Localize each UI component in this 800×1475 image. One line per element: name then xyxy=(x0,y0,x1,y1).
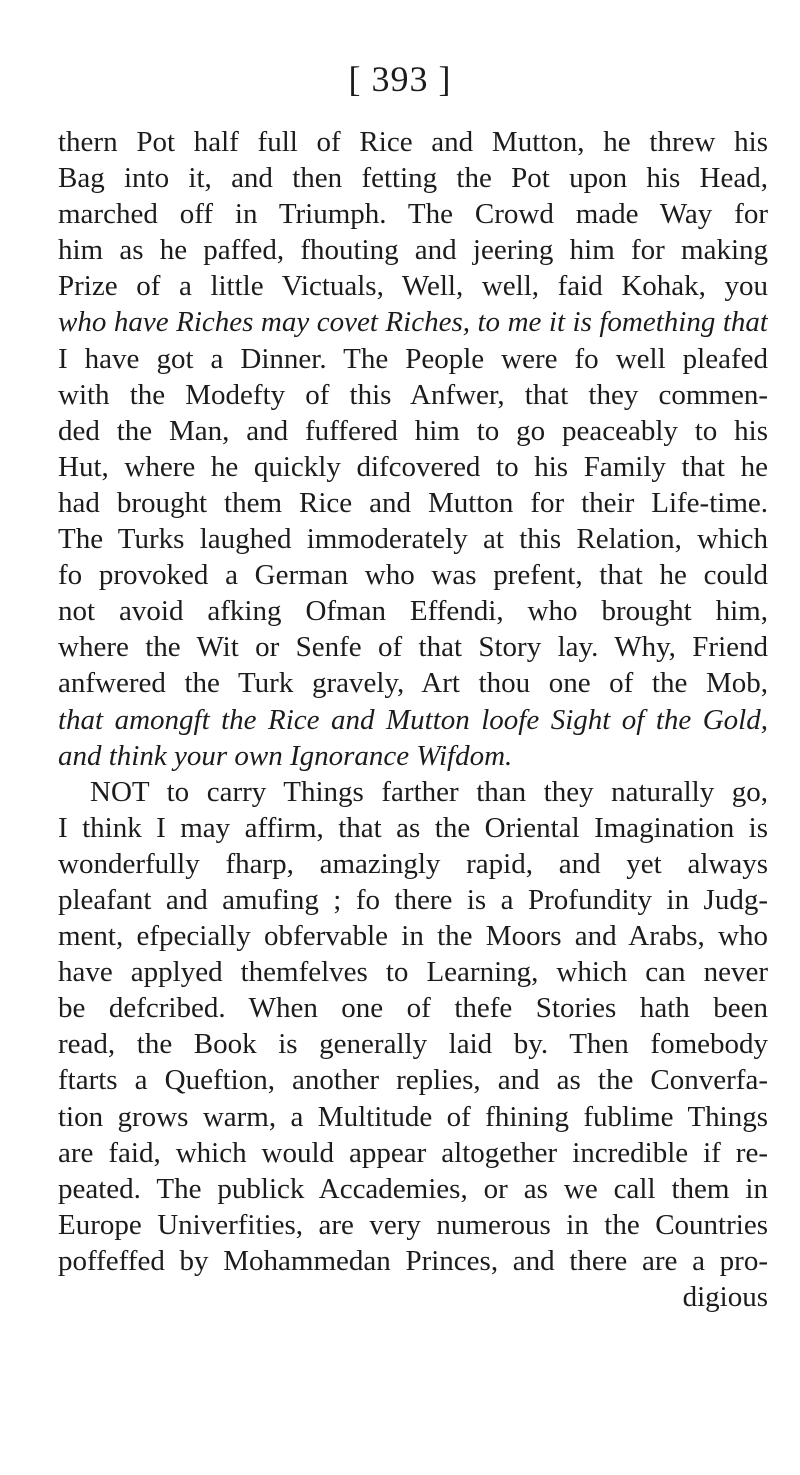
text-line: have applyed themfelves to Learning, which can never xyxy=(58,956,768,989)
page-number: [ 393 ] xyxy=(348,59,452,99)
text-line: ment, efpecially obfervable in the Moors and Arabs, who xyxy=(58,920,768,953)
text-line: poffeffed by Mohammedan Princes, and there are a pro- xyxy=(58,1244,768,1277)
text-line: who have Riches may covet Riches, to me it is fomething that xyxy=(58,306,768,339)
text-line: anfwered the Turk gravely, Art thou one of the Mob, xyxy=(58,667,768,700)
text-line: not avoid afking Ofman Effendi, who brought him, xyxy=(58,595,768,628)
text-line: I think I may affirm, that as the Oriental Imagination is xyxy=(58,811,768,844)
text-line: The Turks laughed immoderately at this Relation, which xyxy=(58,523,768,556)
text-line: with the Modefty of this Anfwer, that they commen- xyxy=(58,378,768,411)
text-line: I have got a Dinner. The People were fo well pleafed xyxy=(58,342,768,375)
text-line: fo provoked a German who was prefent, that he could xyxy=(58,559,768,592)
text-line: are faid, which would appear altogether incredible if re- xyxy=(58,1136,768,1169)
text-line: wonderfully fharp, amazingly rapid, and yet always xyxy=(58,847,768,880)
text-line: and think your own Ignorance Wifdom. xyxy=(58,739,513,772)
text-line: read, the Book is generally laid by. Then fomebody xyxy=(58,1028,768,1061)
text-line: pleafant and amufing ; fo there is a Profundity in Judg- xyxy=(58,883,768,916)
text-line: Europe Univerfities, are very numerous in the Countries xyxy=(58,1208,768,1241)
text-line: Prize of a little Victuals, Well, well, faid Kohak, you xyxy=(58,270,768,303)
text-line: be defcribed. When one of thefe Stories hath been xyxy=(58,992,768,1025)
text-line: had brought them Rice and Mutton for their Life-time. xyxy=(58,486,768,519)
text-line: thern Pot half full of Rice and Mutton, he threw his xyxy=(58,126,768,158)
text-line: him as he paffed, fhouting and jeering him for making xyxy=(58,234,768,267)
body-text xyxy=(58,124,768,1315)
text-line: ftarts a Queftion, another replies, and as the Converfa- xyxy=(58,1064,768,1097)
text-line: tion grows warm, a Multitude of fhining fublime Things xyxy=(58,1100,768,1133)
text-line: where the Wit or Senfe of that Story lay. Why, Friend xyxy=(58,631,768,664)
text-line: peated. The publick Accademies, or as we call them in xyxy=(58,1172,768,1205)
paragraph-start-line: NOT to carry Things farther than they naturally go, xyxy=(90,775,768,808)
text-line: Hut, where he quickly difcovered to his Family that he xyxy=(58,450,768,483)
text-line: marched off in Triumph. The Crowd made Way for xyxy=(58,198,768,231)
catchword: digious xyxy=(682,1281,768,1313)
text-line: Bag into it, and then fetting the Pot upon his Head, xyxy=(58,162,768,195)
text-line: ded the Man, and fuffered him to go peaceably to his xyxy=(58,414,768,447)
text-line: that amongft the Rice and Mutton loofe Sight of the Gold, xyxy=(58,703,768,736)
